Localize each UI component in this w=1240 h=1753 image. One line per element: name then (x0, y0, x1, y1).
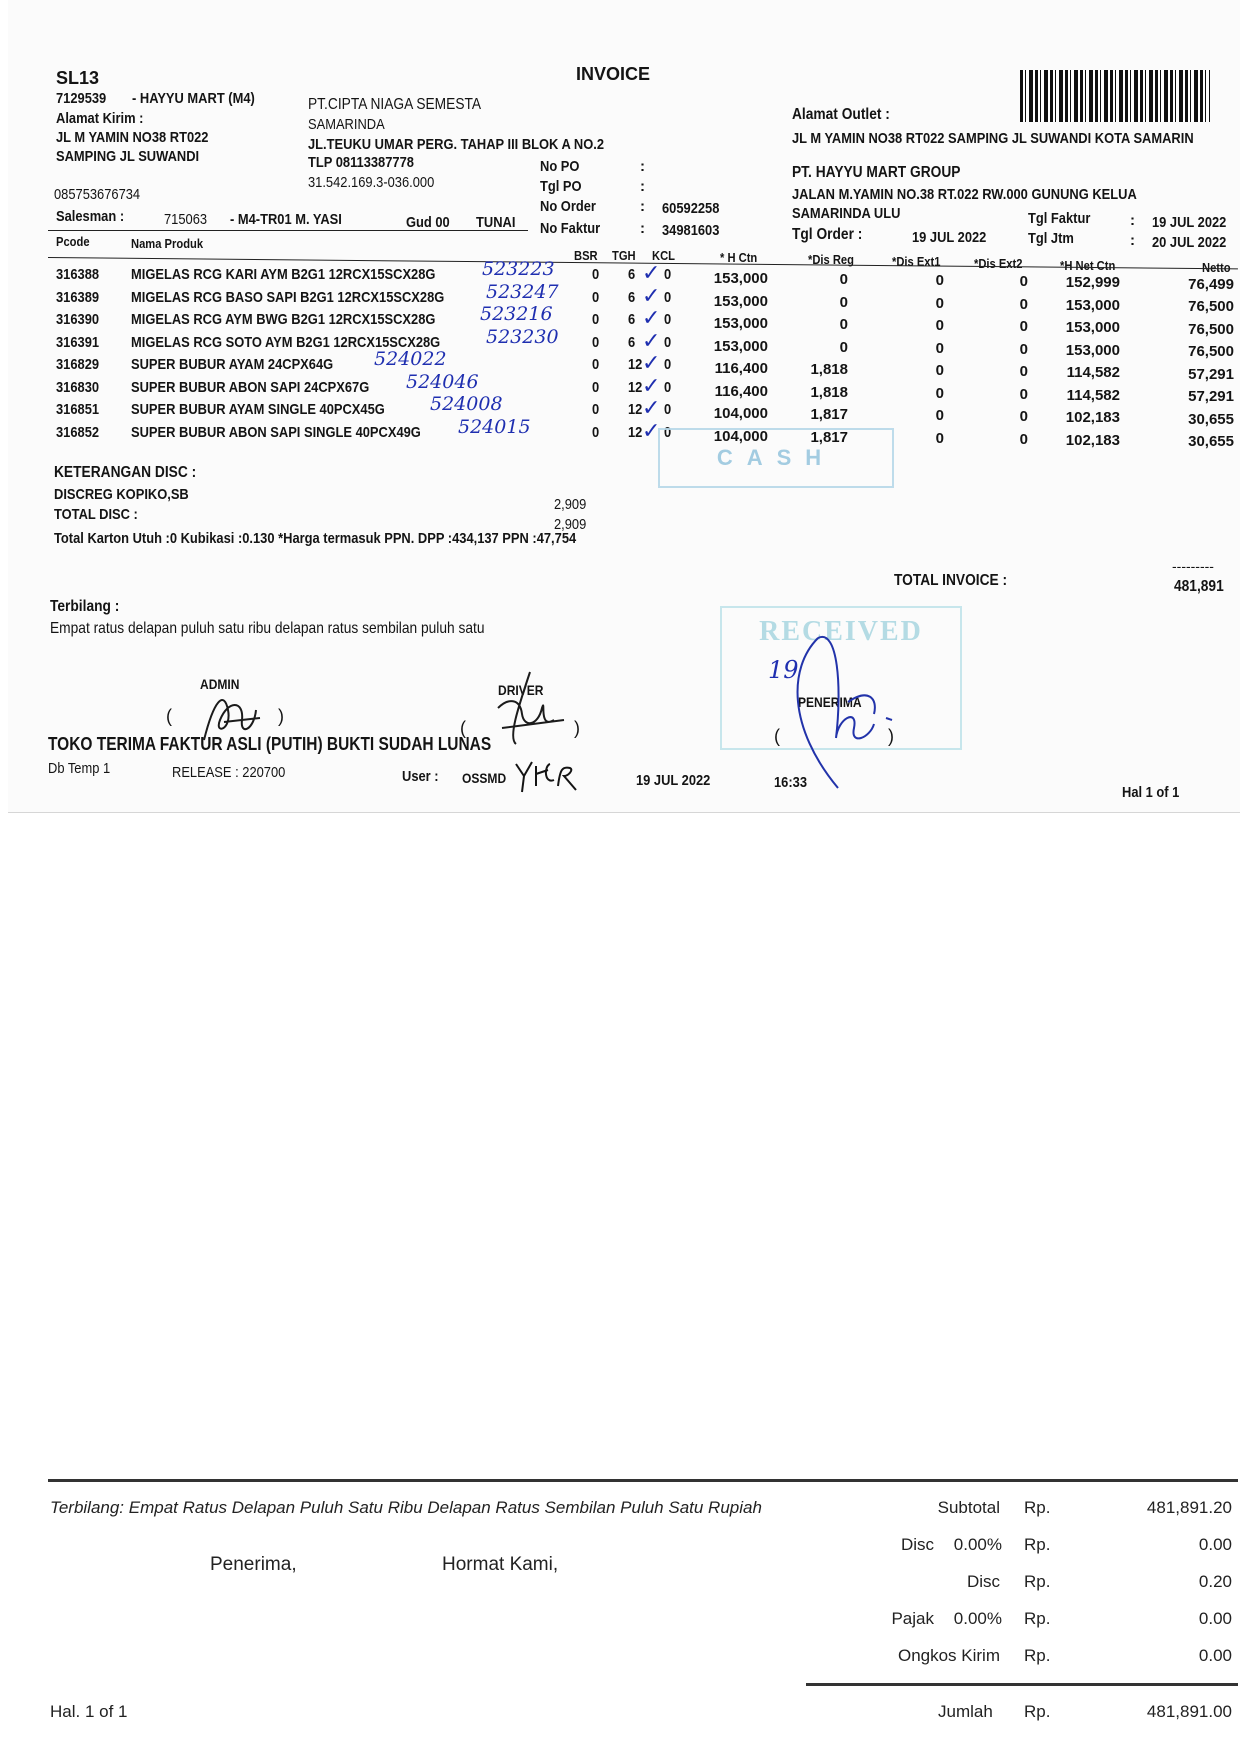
cell-disext1: 0 (935, 429, 944, 447)
cell-disreg: 1,818 (810, 361, 848, 379)
print-date: 19 JUL 2022 (636, 772, 711, 789)
cell-nama: MIGELAS RCG BASO SAPI B2G1 12RCX15SCX28G (131, 288, 445, 306)
check-mark-icon: ✓ (642, 395, 661, 420)
outlet-line: JALAN M.YAMIN NO.38 RT.022 RW.000 GUNUNG KELUA (792, 186, 1137, 203)
cell-hnet: 114,582 (1066, 364, 1120, 382)
cell-tgh: 6 (628, 333, 636, 351)
cell-disext1: 0 (935, 317, 944, 335)
cash-stamp: CASH (658, 428, 894, 488)
penerima-signature (778, 628, 918, 798)
cell-pcode: 316388 (56, 266, 100, 283)
jumlah-rule (806, 1683, 1238, 1686)
summary-label: Pajak (891, 1609, 934, 1628)
cell-hnet: 102,183 (1065, 431, 1120, 449)
supplier-address: JL.TEUKU UMAR PERG. TAHAP III BLOK A NO.2 (308, 136, 605, 153)
summary-currency: Rp. (1024, 1535, 1051, 1554)
cell-tgh: 12 (628, 401, 643, 418)
supplier-npwp: 31.542.169.3-036.000 (308, 174, 435, 191)
faktur-number: 34981603 (662, 222, 720, 239)
toko-note: TOKO TERIMA FAKTUR ASLI (PUTIH) BUKTI SUDAH LUNAS (48, 734, 492, 754)
cell-tgh: 12 (628, 356, 643, 373)
cell-disreg: 1,817 (810, 428, 848, 446)
user-value: OSSMD (462, 770, 507, 786)
admin-label: ADMIN (200, 676, 240, 692)
cell-kcl: 0 (664, 333, 672, 351)
cell-disreg: 0 (839, 316, 848, 334)
customer-name: - HAYYU MART (M4) (132, 90, 255, 107)
ship-label: Alamat Kirim : (56, 110, 144, 127)
cell-tgh: 12 (628, 423, 643, 441)
outlet-label: Alamat Outlet : (792, 106, 890, 123)
summary-label: Ongkos Kirim (897, 1646, 1000, 1665)
ship-line1: JL M YAMIN NO38 RT022 (56, 129, 209, 146)
invoice-code: SL13 (56, 68, 100, 88)
col-hnet: *H Net Ctn (1060, 258, 1116, 273)
cell-kcl: 0 (664, 401, 672, 418)
cell-bsr: 0 (592, 423, 600, 441)
ref-label: No PO (540, 158, 580, 175)
cell-hctn: 116,400 (714, 382, 768, 400)
cell-disext2: 0 (1019, 408, 1028, 426)
cell-disext2: 0 (1019, 363, 1028, 381)
order-date: 19 JUL 2022 (912, 229, 987, 246)
cell-pcode: 316852 (56, 423, 100, 441)
col-nama: Nama Produk (131, 236, 204, 251)
cell-bsr: 0 (592, 311, 600, 328)
cell-kcl: 0 (664, 378, 672, 396)
cell-hnet: 152,999 (1065, 274, 1120, 292)
cell-nama: SUPER BUBUR AYAM SINGLE 40PCX45G (131, 401, 385, 418)
db-label: Db Temp 1 (48, 760, 111, 777)
summary-currency: Rp. (1024, 1609, 1051, 1628)
handwritten-code: 524008 (430, 393, 503, 415)
cell-disext1: 0 (935, 272, 944, 290)
karton-note: Total Karton Utuh :0 Kubikasi :0.130 *Harga termasuk PPN. DPP :434,137 PPN :47,754 (54, 530, 577, 547)
cell-netto: 30,655 (1188, 410, 1234, 428)
summary-currency: Rp. (1024, 1498, 1051, 1517)
check-mark-icon: ✓ (642, 305, 661, 330)
summary-value: 0.00 (1198, 1535, 1232, 1554)
cell-disreg: 1,818 (810, 383, 848, 401)
cell-disext2: 0 (1019, 340, 1028, 358)
cell-kcl: 0 (664, 288, 672, 306)
cell-hnet: 102,183 (1065, 409, 1120, 427)
summary-label: Subtotal (937, 1498, 1000, 1517)
order-number: 60592258 (662, 200, 720, 217)
cell-nama: SUPER BUBUR ABON SAPI 24CPX67G (131, 378, 370, 396)
cell-hctn: 153,000 (713, 315, 768, 332)
handwritten-code: 523230 (486, 325, 559, 348)
cell-hnet: 114,582 (1066, 386, 1120, 404)
ref-label: No Faktur (540, 220, 601, 237)
terbilang-text: Empat ratus delapan puluh satu ribu delapan ratus sembilan puluh satu (50, 620, 485, 637)
cell-netto: 57,291 (1188, 365, 1234, 383)
cell-pcode: 316851 (56, 401, 100, 418)
cell-disreg: 0 (839, 293, 848, 311)
ref-label: No Order (540, 198, 596, 215)
received-stamp: RECEIVED (720, 606, 962, 750)
cell-bsr: 0 (592, 266, 600, 283)
cell-disreg: 0 (839, 271, 848, 289)
barcode-icon (1020, 70, 1210, 122)
col-kcl: KCL (652, 248, 675, 263)
cell-hctn: 153,000 (713, 292, 768, 310)
handwritten-code: 523247 (486, 280, 559, 303)
bottom-page: Hal. 1 of 1 (50, 1702, 128, 1721)
invoice-sheet: INVOICE SL13 7129539 - HAYYU MART (M4) Alamat Kirim : JL M YAMIN NO38 RT022 SAMPING JL SUWANDI 085753676734 PT.CIPTA NIAGA SEMESTA SAMARINDA JL.TEUKU UMAR PERG. TAHAP III BLOK A NO.2 TLP 08113387778 31.542.169.3-036.000 No PO : Tgl PO : No Order : 60592258 No Faktur : 34981603 Salesman : 715063 - M4-TR01 M. YASI Gud 00 TUNAI Alamat Outlet : JL M YAMIN NO38 RT022 SAMPING JL SUWANDI KOTA SAMARIN PT. HAYYU MART GROUP JALAN M.YAMIN NO.38 RT.022 RW.000 GUNUNG KELUA SAMARINDA ULU Tgl Order : 19 JUL 2022 Tgl Faktur : 19 JUL 2022 Tgl Jtm : 20 JUL 2022 Pcode Nama Produk BSR TGH KCL * H Ctn *Dis Reg *Dis Ext1 *Dis Ext2 *H Net Ctn Netto 316388 MIGELAS RCG KARI AYM B2G1 12RCX15SCX28G 0 6 0 153,000 0 0 0 152,999 76,499 523223 ✓ 316389 MIGELAS RCG BASO SAPI B2G1 12RCX15SCX28G 0 6 0 153,000 0 0 0 153,000 76,500 523247 ✓ 316390 MIGELAS RCG AYM BWG B2G1 12RCX15SCX28G 0 6 0 153,000 0 0 0 153,000 76,500 523216 ✓ 316391 MIGELAS RCG SOTO AYM B2G1 12RCX15SCX28G 0 6 0 153,000 0 0 0 153,000 76,500 523230 ✓ 316829 SUPER BUBUR AYAM 24CPX64G 0 12 0 116,400 1,818 0 0 114,582 57,291 524022 ✓ 316830 SUPER BUBUR ABON SAPI 24CPX67G 0 12 0 116,400 1,818 0 0 114,582 57,291 524046 ✓ 316851 SUPER BUBUR AYAM SINGLE 40PCX45G 0 12 0 104,000 1,817 0 0 102,183 30,655 524008 ✓ 316852 SUPER BUBUR ABON SAPI SINGLE 40PCX49G 0 12 0 104,000 1,817 0 0 102,183 30,655 524015 ✓ CASH KETERANGAN DISC : DISCREG KOPIKO,SB 2,909 TOTAL DISC : 2,909 Total Karton Utuh :0 Kubikasi :0.130 *Harga termasuk PPN. DPP :434,137 PPN :47,754 TOTAL INVOICE : --------- 481,891 Terbilang : Empat ratus delapan puluh satu ribu delapan ratus sembilan puluh satu RECEIVED ADMIN ( ) DRIVER ( ) PENERIMA ( ) 19 TOKO TERIMA FAKTUR ASLI (PUTIH) BUKTI SUDAH LUNAS Db Temp 1 RELEASE : 220700 User : OSSMD 19 JUL 2022 16:33 Hal 1 of 1 (8, 0, 1240, 813)
cell-tgh: 6 (628, 311, 636, 328)
release-label: RELEASE : 220700 (172, 764, 286, 781)
cell-disreg: 0 (839, 338, 848, 356)
cell-bsr: 0 (592, 401, 600, 418)
cell-nama: MIGELAS RCG SOTO AYM B2G1 12RCX15SCX28G (131, 333, 441, 351)
salesman-label: Salesman : (56, 208, 125, 225)
col-disreg: *Dis Reg (808, 252, 854, 267)
total-invoice-label: TOTAL INVOICE : (894, 572, 1008, 589)
jtm-date: 20 JUL 2022 (1152, 234, 1227, 251)
handwritten-date: 19 (768, 656, 799, 684)
jumlah-value: 481,891.00 (1146, 1702, 1232, 1721)
cell-pcode: 316391 (56, 333, 100, 351)
jtm-date-label: Tgl Jtm (1028, 230, 1074, 247)
cell-hnet: 153,000 (1065, 319, 1120, 337)
supplier-city: SAMARINDA (308, 116, 385, 133)
col-bsr: BSR (574, 248, 598, 263)
handwritten-code: 524015 (458, 415, 531, 438)
cell-bsr: 0 (592, 333, 600, 351)
driver-label: DRIVER (498, 682, 544, 698)
cell-hnet: 153,000 (1065, 296, 1120, 314)
supplier-name: PT.CIPTA NIAGA SEMESTA (308, 96, 482, 113)
salesman-code: 715063 (164, 211, 208, 228)
handwritten-code: 523223 (482, 258, 555, 280)
user-signature (514, 756, 584, 796)
total-disc-label: TOTAL DISC : (54, 506, 138, 523)
page-indicator: Hal 1 of 1 (1122, 784, 1180, 801)
faktur-date-label: Tgl Faktur (1028, 210, 1091, 227)
cell-nama: SUPER BUBUR ABON SAPI SINGLE 40PCX49G (131, 423, 421, 441)
outlet-address: JL M YAMIN NO38 RT022 SAMPING JL SUWANDI KOTA SAMARIN (792, 130, 1194, 147)
col-hctn: * H Ctn (720, 250, 758, 265)
summary-value: 0.00 (1198, 1609, 1232, 1628)
header-rule (48, 230, 528, 231)
col-netto: Netto (1202, 260, 1231, 275)
total-invoice-line: --------- (1172, 558, 1214, 574)
cell-kcl: 0 (664, 423, 672, 441)
cell-nama: SUPER BUBUR AYAM 24CPX64G (131, 356, 334, 373)
cell-netto: 76,500 (1188, 343, 1234, 361)
summary-currency: Rp. (1024, 1646, 1051, 1665)
summary-value: 481,891.20 (1146, 1498, 1232, 1517)
faktur-date: 19 JUL 2022 (1152, 214, 1227, 231)
handwritten-code: 523216 (480, 303, 553, 325)
cell-tgh: 12 (628, 378, 643, 396)
customer-phone: 085753676734 (54, 186, 141, 203)
cell-kcl: 0 (664, 311, 672, 328)
cell-disext1: 0 (935, 407, 944, 425)
cell-kcl: 0 (664, 266, 672, 283)
check-mark-icon: ✓ (642, 350, 661, 375)
discount-note-label: KETERANGAN DISC : (54, 464, 197, 481)
summary-value: 0.00 (1198, 1646, 1232, 1665)
summary-label: Disc (900, 1535, 934, 1554)
ship-line2: SAMPING JL SUWANDI (56, 148, 200, 165)
cell-tgh: 6 (628, 288, 636, 306)
cell-disext1: 0 (935, 384, 944, 402)
user-label: User : (402, 768, 439, 785)
cell-tgh: 6 (628, 266, 636, 283)
supplier-phone: TLP 08113387778 (308, 154, 414, 171)
col-pcode: Pcode (56, 234, 90, 249)
col-disext1: *Dis Ext1 (892, 254, 941, 269)
cell-hctn: 104,000 (713, 427, 768, 445)
check-mark-icon: ✓ (642, 282, 661, 308)
cell-bsr: 0 (592, 356, 600, 373)
cell-hctn: 153,000 (713, 337, 768, 355)
discreg-value: 2,909 (554, 496, 587, 513)
cell-netto: 76,500 (1188, 298, 1234, 316)
col-disext2: *Dis Ext2 (974, 256, 1023, 271)
cell-hctn: 153,000 (713, 270, 768, 287)
bottom-top-rule (48, 1479, 1238, 1482)
payment-type: TUNAI (476, 214, 516, 231)
cell-disext2: 0 (1019, 273, 1028, 291)
cell-netto: 57,291 (1188, 388, 1234, 406)
cell-disext2: 0 (1019, 295, 1028, 313)
cell-bsr: 0 (592, 288, 600, 306)
cell-hctn: 104,000 (713, 405, 768, 422)
discreg-label: DISCREG KOPIKO,SB (54, 486, 189, 503)
col-tgh: TGH (612, 248, 636, 263)
cell-pcode: 316389 (56, 288, 100, 306)
customer-id: 7129539 (56, 90, 107, 107)
summary-percent: 0.00% (953, 1609, 1002, 1628)
cell-disext2: 0 (1019, 385, 1028, 403)
summary-currency: Rp. (1024, 1572, 1051, 1591)
cell-disext2: 0 (1019, 430, 1028, 448)
invoice-title: INVOICE (576, 64, 651, 84)
print-time: 16:33 (774, 774, 808, 791)
handwritten-code: 524046 (406, 370, 479, 393)
cell-pcode: 316830 (56, 378, 100, 396)
ref-label: Tgl PO (540, 178, 582, 195)
bottom-hormat: Hormat Kami, (442, 1554, 559, 1575)
total-invoice-value: 481,891 (1174, 578, 1224, 595)
outlet-city: SAMARINDA ULU (792, 205, 901, 222)
summary-label: Disc (966, 1572, 1000, 1591)
cell-hnet: 153,000 (1065, 341, 1120, 359)
check-mark-icon: ✓ (642, 417, 661, 443)
cell-netto: 76,500 (1188, 320, 1234, 338)
cell-pcode: 316829 (56, 356, 100, 373)
cell-kcl: 0 (664, 356, 672, 373)
salesman-name: - M4-TR01 M. YASI (230, 211, 342, 228)
cell-nama: MIGELAS RCG AYM BWG B2G1 12RCX15SCX28G (131, 311, 436, 328)
check-mark-icon: ✓ (642, 327, 661, 353)
terbilang-label: Terbilang : (50, 598, 120, 615)
check-mark-icon: ✓ (642, 260, 661, 285)
check-mark-icon: ✓ (642, 372, 661, 398)
jumlah-label: Jumlah (938, 1702, 993, 1721)
cell-netto: 30,655 (1188, 433, 1234, 451)
bottom-terbilang: Terbilang: Empat Ratus Delapan Puluh Satu Ribu Delapan Ratus Sembilan Puluh Satu Rupiah (50, 1498, 762, 1517)
cell-disext2: 0 (1019, 318, 1028, 336)
cell-netto: 76,499 (1188, 275, 1234, 293)
cell-nama: MIGELAS RCG KARI AYM B2G1 12RCX15SCX28G (131, 266, 436, 283)
cell-hctn: 116,400 (714, 360, 768, 377)
jumlah-currency: Rp. (1024, 1702, 1051, 1721)
cell-disext1: 0 (935, 294, 944, 312)
summary-value: 0.20 (1198, 1572, 1232, 1591)
total-disc-value: 2,909 (554, 516, 587, 533)
cell-pcode: 316390 (56, 311, 100, 328)
bottom-penerima: Penerima, (210, 1554, 297, 1575)
handwritten-code: 524022 (374, 348, 447, 370)
outlet-company: PT. HAYYU MART GROUP (792, 164, 961, 181)
cell-bsr: 0 (592, 378, 600, 396)
order-date-label: Tgl Order : (792, 226, 863, 243)
cell-disext1: 0 (935, 362, 944, 380)
cell-disreg: 1,817 (810, 406, 848, 424)
cell-disext1: 0 (935, 339, 944, 357)
warehouse: Gud 00 (406, 214, 450, 231)
summary-percent: 0.00% (953, 1535, 1002, 1554)
penerima-label: PENERIMA (798, 694, 862, 710)
